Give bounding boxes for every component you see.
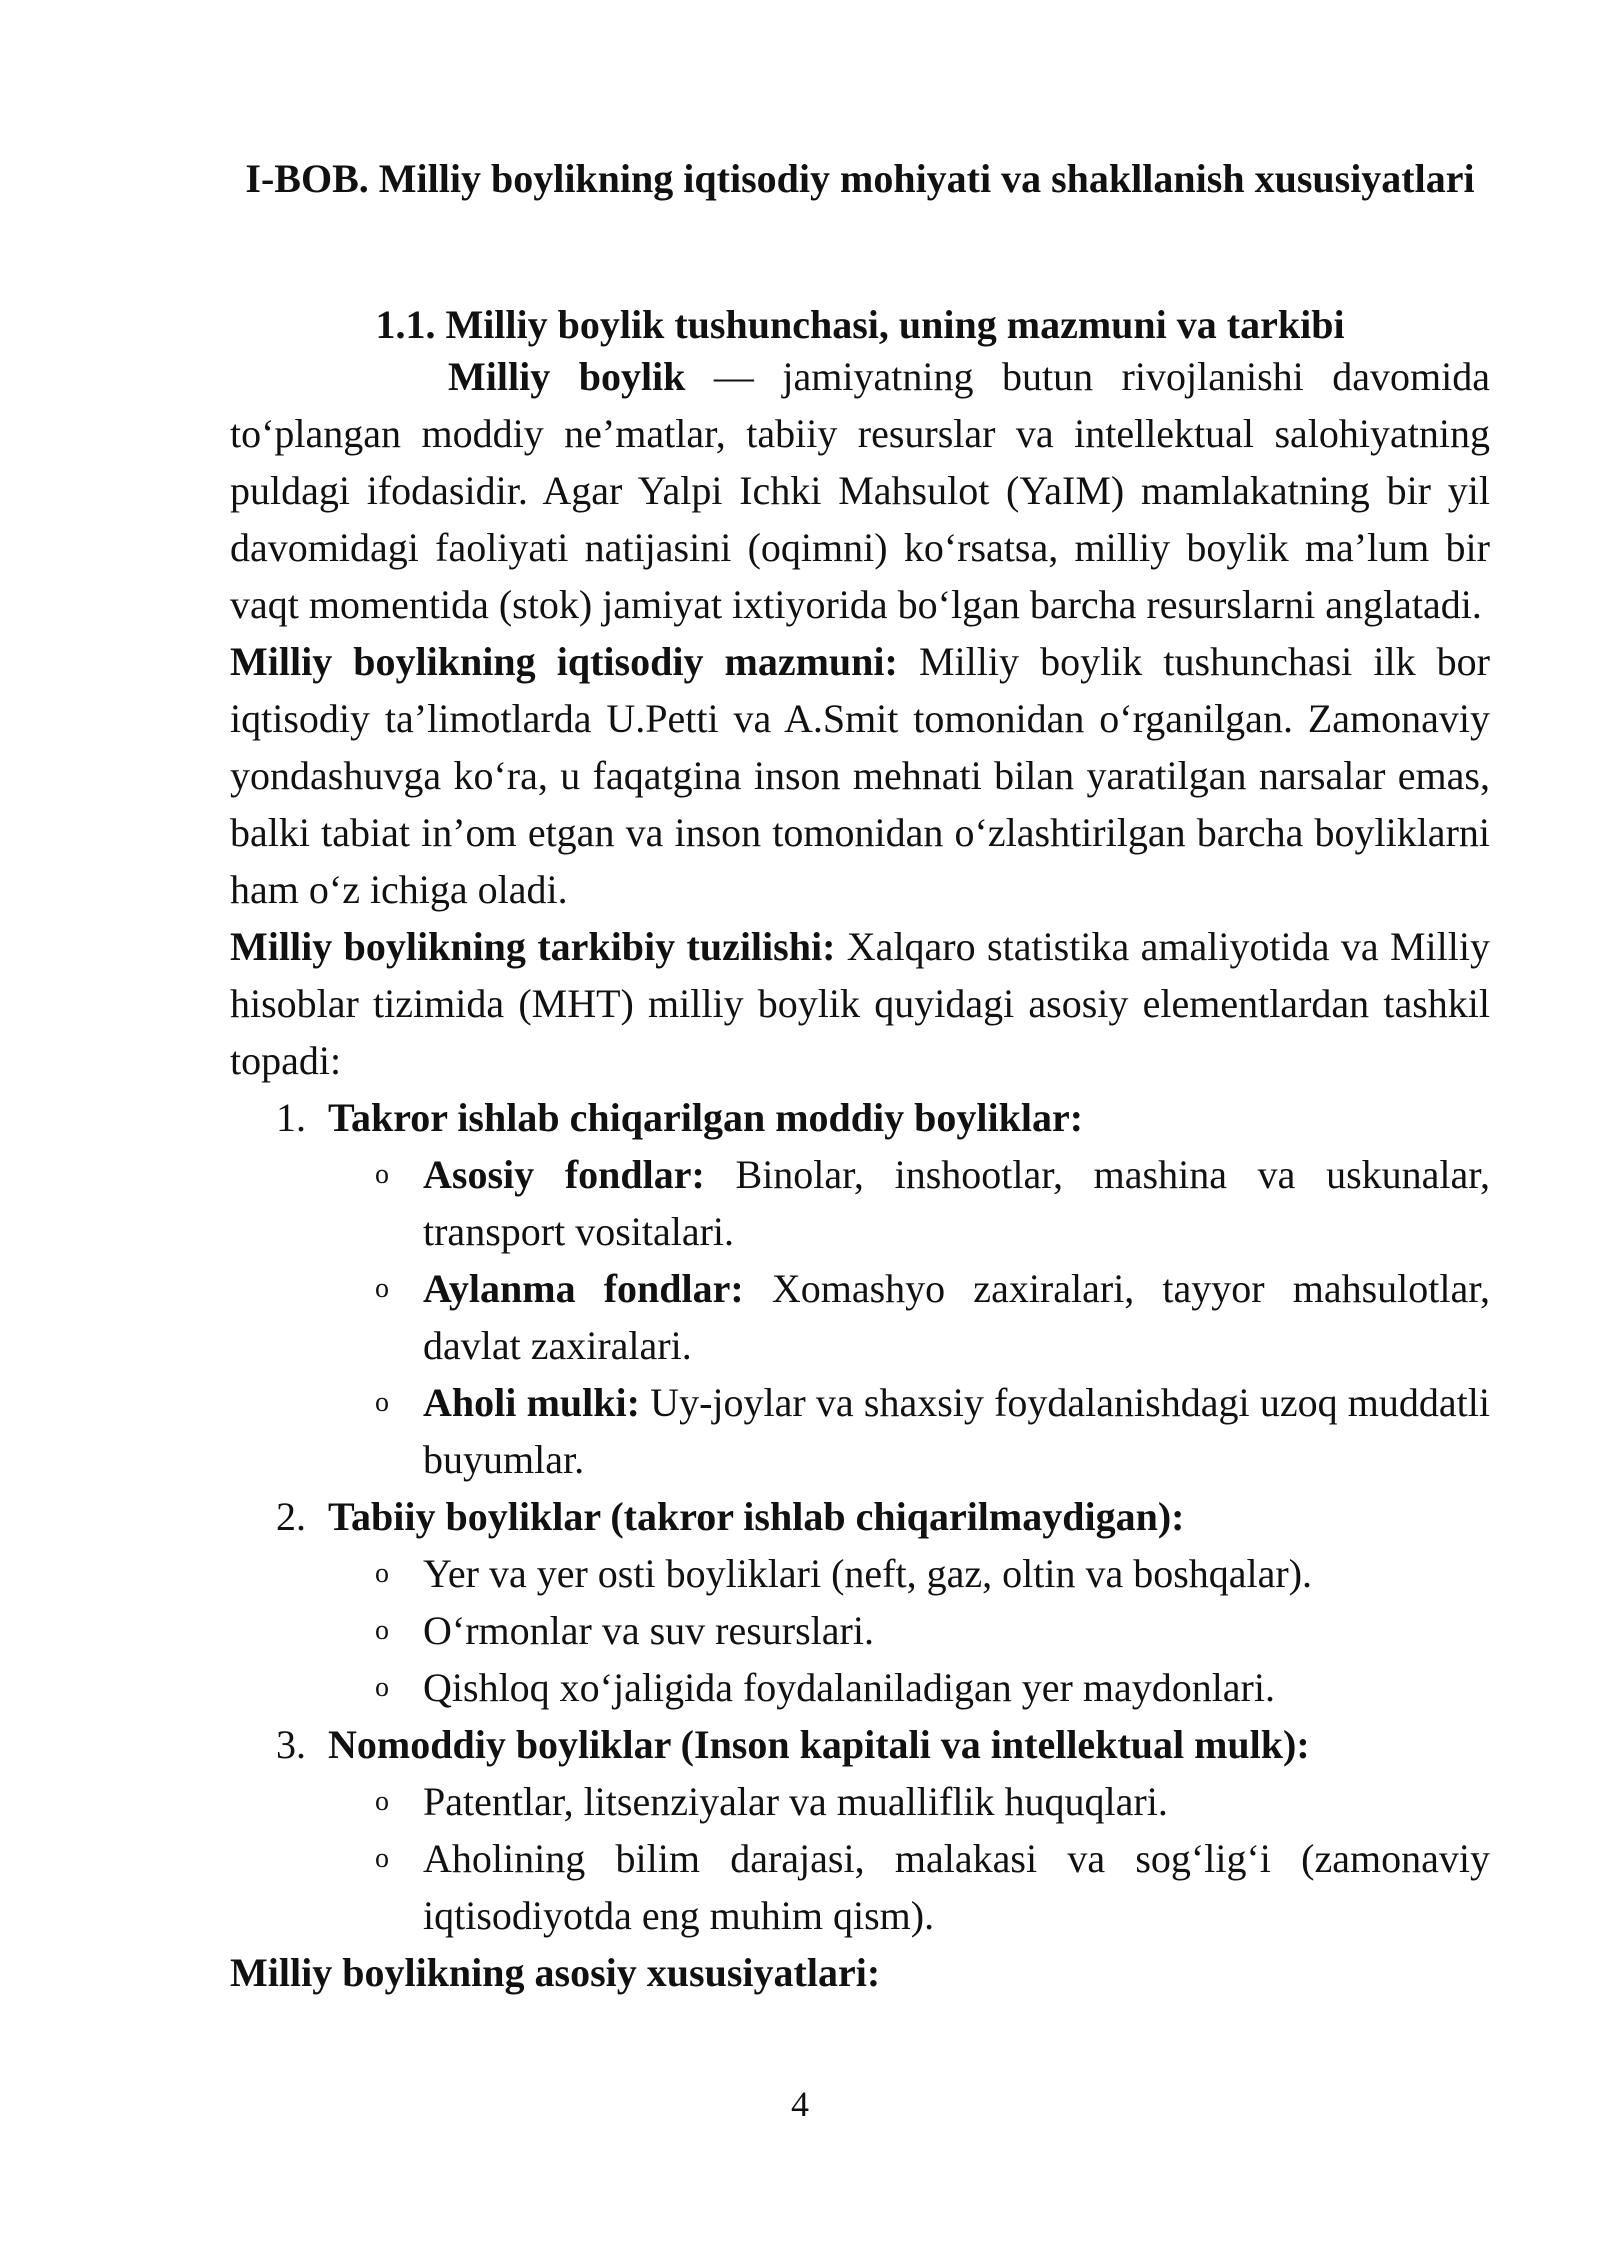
intro-paragraph [230,348,1490,633]
sub-list-item [230,1830,1490,1944]
intro-text: — jamiyatning butun rivojlanishi davomida to‘plangan moddiy ne’matlar, tabiiy resurslar va intellektual salohiyatning puldagi ifodasidir. Agar Yalpi Ichki Mahsulot (YaIM) mamlakatning bir yil davomidagi faoliyati natijasini (oqimni) ko‘rsatsa, milliy boylik ma’lum bir vaqt momentida (stok) jamiyat ixtiyorida bo‘lgan barcha resurslarni anglatadi. [230,354,1490,627]
sub-item-text: Xomashyo zaxiralari, tayyor mahsulotlar, davlat zaxiralari. [423,1266,1490,1368]
list-title: Takror ishlab chiqarilgan moddiy boyliklar: [328,1095,1084,1140]
sub-item-text: Yer va yer osti boyliklari (neft, gaz, oltin va boshqalar). [423,1551,1313,1596]
sub-list-item [230,1545,1490,1602]
sub-item-label: Aholi mulki: [423,1380,640,1425]
sub-list-item [230,1659,1490,1716]
economic-content-paragraph [230,633,1490,918]
list-item [230,1488,1490,1545]
bullet-marker: o [375,1615,389,1646]
bullet-marker: o [375,1672,389,1703]
list-item [230,1716,1490,1773]
sub-item-text: Uy-joylar va shaxsiy foydalanishdagi uzoq muddatli buyumlar. [423,1380,1491,1482]
sub-item-text: Qishloq xo‘jaligida foydalaniladigan yer maydonlari. [423,1665,1275,1710]
bullet-marker: o [375,1786,389,1817]
sub-item-text: O‘rmonlar va suv resurslari. [423,1608,874,1653]
bullet-marker: o [375,1843,389,1874]
sub-list-item [230,1260,1490,1374]
page-number: 4 [791,2084,809,2124]
list-title: Tabiiy boyliklar (takror ishlab chiqarilmaydigan): [328,1494,1185,1539]
sub-item-label: Asosiy fondlar: [423,1152,705,1197]
chapter-title: I-BOB. Milliy boylikning iqtisodiy mohiyati va shakllanish xususiyatlari [245,156,1475,201]
sub-item-label: Aylanma fondlar: [423,1266,744,1311]
body-text [230,348,1490,2001]
sub-list-item [230,1773,1490,1830]
list-title: Nomoddiy boyliklar (Inson kapitali va intellektual mulk): [328,1722,1310,1767]
sub-list-item [230,1374,1490,1488]
economic-content-label: Milliy boylikning iqtisodiy mazmuni: [230,639,898,684]
structure-text: Xalqaro statistika amaliyotida va Milliy hisoblar tizimida (MHT) milliy boylik quyidagi asosiy elementlardan tashkil topadi: [230,924,1490,1083]
intro-term: Milliy boylik [448,354,686,399]
list-number: 3. [276,1722,306,1767]
structure-label: Milliy boylikning tarkibiy tuzilishi: [230,924,836,969]
bullet-marker: o [375,1273,389,1304]
list-number: 2. [276,1494,306,1539]
bullet-marker: o [375,1558,389,1589]
final-heading: Milliy boylikning asosiy xususiyatlari: [230,1950,881,1995]
section-title: 1.1. Milliy boylik tushunchasi, uning mazmuni va tarkibi [375,302,1345,347]
sub-item-text: Binolar, inshootlar, mashina va uskunalar, transport vositalari. [423,1152,1490,1254]
sub-item-text: Aholining bilim darajasi, malakasi va sog‘lig‘i (zamonaviy iqtisodiyotda eng muhim qism). [423,1836,1490,1938]
bullet-marker: o [375,1159,389,1190]
list-item [230,1089,1490,1146]
list-number: 1. [276,1095,306,1140]
sub-list-item [230,1602,1490,1659]
economic-content-text: Milliy boylik tushunchasi ilk bor iqtisodiy ta’limotlarda U.Petti va A.Smit tomonidan o‘rganilgan. Zamonaviy yondashuvga ko‘ra, u faqatgina inson mehnati bilan yaratilgan narsalar emas, balki tabiat in’om etgan va inson tomonidan o‘zlashtirilgan barcha boyliklarni ham o‘z ichiga oladi. [230,639,1490,912]
sub-list-item [230,1146,1490,1260]
sub-item-text: Patentlar, litsenziyalar va mualliflik huquqlari. [423,1779,1168,1824]
structure-paragraph [230,918,1490,1089]
bullet-marker: o [375,1387,389,1418]
